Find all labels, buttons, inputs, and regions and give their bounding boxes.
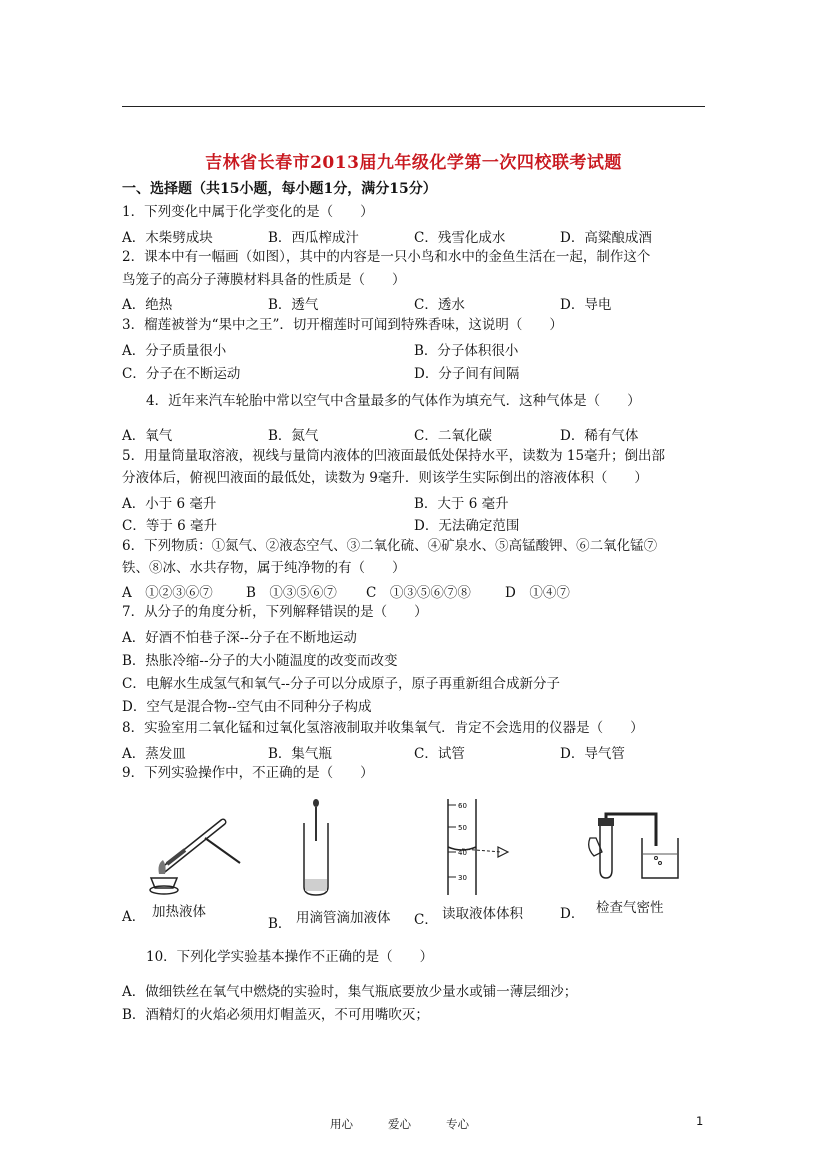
- header-rule: [122, 106, 705, 107]
- q3-option-b: B．分子体积很小: [414, 343, 519, 359]
- cylinder-tick-50: 50: [458, 824, 467, 832]
- footer-text-1: 用心: [330, 1117, 353, 1131]
- q4-option-b: B．氮气: [268, 428, 319, 444]
- q7-option-b: B．热胀冷缩--分子的大小随温度的改变而改变: [122, 653, 398, 669]
- cylinder-tick-30: 30: [458, 874, 467, 882]
- q4-stem: 4．近年来汽车轮胎中常以空气中含量最多的气体作为填充气．这种气体是（ ）: [146, 393, 641, 409]
- q6-option-b: B ①③⑤⑥⑦: [246, 585, 337, 601]
- q9-option-a-caption: 加热液体: [152, 904, 206, 920]
- q9-option-b-letter: B．: [268, 916, 292, 932]
- q4-option-a: A．氧气: [122, 428, 173, 444]
- q5-option-d: D．无法确定范围: [414, 518, 520, 534]
- page-number: 1: [696, 1114, 704, 1128]
- heating-liquid-figure: [145, 808, 245, 896]
- q9-option-c-caption: 读取液体体积: [442, 906, 523, 922]
- footer-text-2: 爱心: [388, 1117, 411, 1131]
- q4-option-c: C．二氧化碳: [414, 428, 492, 444]
- q7-option-c: C．电解水生成氢气和氧气--分子可以分成原子，原子再重新组合成新分子: [122, 676, 560, 692]
- section-heading: 一、选择题（共15小题，每小题1分，满分15分）: [122, 181, 437, 197]
- q9-option-d-letter: D．: [560, 906, 585, 922]
- q1-option-b: B．西瓜榨成汁: [268, 230, 359, 246]
- q1-stem: 1．下列变化中属于化学变化的是（ ）: [122, 204, 374, 220]
- q2-stem-line2: 鸟笼子的高分子薄膜材料具备的性质是（ ）: [122, 272, 406, 288]
- q6-option-a: A ①②③⑥⑦: [122, 585, 213, 601]
- q9-option-a-letter: A．: [122, 909, 146, 925]
- q9-option-c-letter: C．: [414, 912, 438, 928]
- q3-option-d: D．分子间有间隔: [414, 366, 520, 382]
- cylinder-tick-60: 60: [458, 802, 467, 810]
- q1-option-a: A．木柴劈成块: [122, 230, 213, 246]
- q8-stem: 8．实验室用二氧化锰和过氧化氢溶液制取并收集氧气．肯定不会选用的仪器是（ ）: [122, 720, 644, 736]
- graduated-cylinder-figure: [442, 797, 512, 897]
- q10-option-a: A．做细铁丝在氧气中燃烧的实验时，集气瓶底要放少量水或铺一薄层细沙；: [122, 984, 578, 1000]
- q5-option-b: B．大于 6 毫升: [414, 496, 509, 512]
- q2-option-d: D．导电: [560, 297, 612, 313]
- q3-option-c: C．分子在不断运动: [122, 366, 241, 382]
- q2-option-a: A．绝热: [122, 297, 173, 313]
- q5-option-c: C．等于 6 毫升: [122, 518, 218, 534]
- q2-option-b: B．透气: [268, 297, 319, 313]
- q2-option-c: C．透水: [414, 297, 465, 313]
- q8-option-b: B．集气瓶: [268, 746, 332, 762]
- cylinder-tick-40: 40: [458, 849, 467, 857]
- q1-option-c: C．残雪化成水: [414, 230, 506, 246]
- q4-option-d: D．稀有气体: [560, 428, 639, 444]
- q10-option-b: B．酒精灯的火焰必须用灯帽盖灭，不可用嘴吹灭；: [122, 1007, 429, 1023]
- q6-option-c: C ①③⑤⑥⑦⑧: [366, 585, 471, 601]
- page-title: 吉林省长春市2013届九年级化学第一次四校联考试题: [205, 153, 622, 173]
- q5-option-a: A．小于 6 毫升: [122, 496, 217, 512]
- q1-option-d: D．高粱酿成酒: [560, 230, 652, 246]
- q6-option-d: D ①④⑦: [505, 585, 570, 601]
- q5-stem-line2: 分液体后，俯视凹液面的最低处，读数为 9毫升．则该学生实际倒出的溶液体积（ ）: [122, 470, 648, 486]
- q7-option-a: A．好酒不怕巷子深--分子在不断地运动: [122, 630, 357, 646]
- airtightness-check-figure: [586, 808, 686, 888]
- q9-option-b-caption: 用滴管滴加液体: [296, 910, 391, 926]
- q8-option-d: D．导气管: [560, 746, 625, 762]
- q9-option-d-caption: 检查气密性: [596, 900, 664, 916]
- dropper-test-tube-figure: [296, 797, 336, 897]
- q6-stem-line1: 6．下列物质：①氮气、②液态空气、③二氧化硫、④矿泉水、⑤高锰酸钾、⑥二氧化锰⑦: [122, 538, 658, 554]
- footer-text-3: 专心: [446, 1117, 469, 1131]
- q8-option-a: A．蒸发皿: [122, 746, 186, 762]
- q10-stem: 10．下列化学实验基本操作不正确的是（ ）: [146, 949, 434, 965]
- q5-stem-line1: 5．用量筒量取溶液，视线与量筒内液体的凹液面最低处保持水平，读数为 15毫升；倒出部: [122, 448, 666, 464]
- q8-option-c: C．试管: [414, 746, 465, 762]
- q3-option-a: A．分子质量很小: [122, 343, 227, 359]
- q2-stem-line1: 2．课本中有一幅画（如图），其中的内容是一只小鸟和水中的金鱼生活在一起，制作这个: [122, 249, 651, 265]
- q7-option-d: D．空气是混合物--空气由不同种分子构成: [122, 699, 372, 715]
- q9-stem: 9．下列实验操作中，不正确的是（ ）: [122, 765, 374, 781]
- q3-stem: 3．榴莲被誉为“果中之王”．切开榴莲时可闻到特殊香味，这说明（ ）: [122, 317, 563, 333]
- q7-stem: 7．从分子的角度分析，下列解释错误的是（ ）: [122, 604, 428, 620]
- q6-stem-line2: 铁、⑧冰、水共存物，属于纯净物的有（ ）: [122, 560, 406, 576]
